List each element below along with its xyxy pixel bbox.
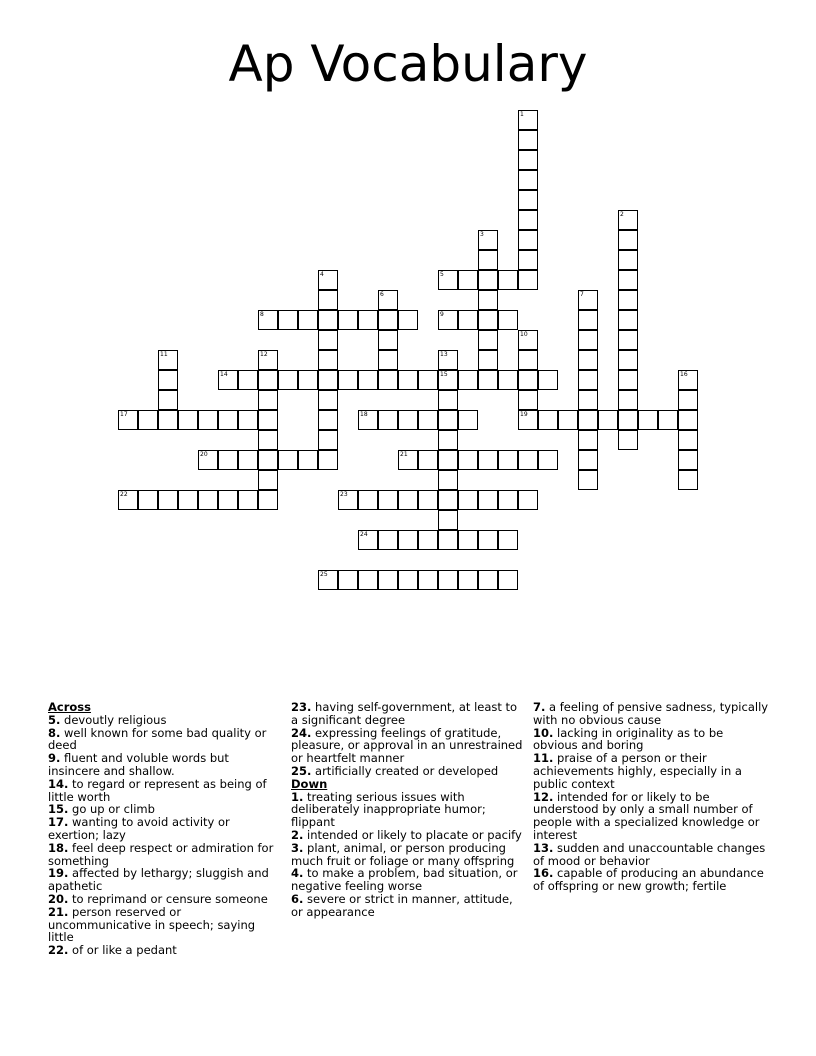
clue-text: person reserved or uncommunicative in speech; saying little <box>48 904 256 945</box>
cell-number: 11 <box>160 351 168 358</box>
grid-cell[interactable] <box>478 270 498 290</box>
grid-cell[interactable] <box>478 250 498 270</box>
clue <box>533 791 769 842</box>
grid-cell[interactable] <box>658 410 678 430</box>
grid-cell[interactable] <box>498 270 518 290</box>
clue-text: sudden and unaccountable changes of mood or behavior <box>533 840 766 868</box>
clue-number: 1. <box>291 789 304 804</box>
grid-cell[interactable] <box>518 390 538 410</box>
clue-number: 12. <box>533 789 554 804</box>
grid-cell[interactable] <box>378 410 398 430</box>
clue-number: 25. <box>291 763 312 778</box>
grid-cell[interactable] <box>578 450 598 470</box>
clue-number: 18. <box>48 840 69 855</box>
clue <box>48 906 284 944</box>
grid-cell[interactable] <box>478 530 498 550</box>
grid-cell[interactable] <box>298 450 318 470</box>
grid-cell[interactable] <box>598 410 618 430</box>
grid-cell[interactable] <box>238 450 258 470</box>
grid-cell[interactable] <box>358 410 378 430</box>
grid-cell[interactable] <box>418 570 438 590</box>
cell-number: 14 <box>220 371 228 378</box>
grid-cell[interactable] <box>478 370 498 390</box>
grid-cell[interactable] <box>198 490 218 510</box>
grid-cell[interactable] <box>458 370 478 390</box>
grid-cell[interactable] <box>618 330 638 350</box>
clue <box>48 778 284 804</box>
grid-cell[interactable] <box>518 250 538 270</box>
grid-cell[interactable] <box>458 530 478 550</box>
grid-cell[interactable] <box>418 530 438 550</box>
grid-cell[interactable] <box>578 430 598 450</box>
clue-number: 15. <box>48 802 69 817</box>
grid-cell[interactable] <box>618 350 638 370</box>
grid-cell[interactable] <box>458 570 478 590</box>
clue <box>48 842 284 868</box>
grid-cell[interactable] <box>418 370 438 390</box>
clue <box>291 867 527 893</box>
grid-cell[interactable] <box>318 390 338 410</box>
grid-cell[interactable] <box>358 530 378 550</box>
grid-cell[interactable] <box>158 350 178 370</box>
grid-cell[interactable] <box>258 310 278 330</box>
grid-cell[interactable] <box>478 350 498 370</box>
clue-text: intended for or likely to be understood by only a small number of people with a specialized knowledge or interest <box>533 789 760 842</box>
grid-cell[interactable] <box>258 450 278 470</box>
grid-cell[interactable] <box>218 370 238 390</box>
grid-cell[interactable] <box>298 370 318 390</box>
grid-cell[interactable] <box>578 350 598 370</box>
clue-number: 23. <box>291 700 312 714</box>
grid-cell[interactable] <box>538 370 558 390</box>
cell-number: 15 <box>440 371 448 378</box>
grid-cell[interactable] <box>398 490 418 510</box>
clue-text: expressing feelings of gratitude, pleasure, or approval in an unrestrained or heartfelt manner <box>291 725 523 766</box>
grid-cell[interactable] <box>338 370 358 390</box>
grid-cell[interactable] <box>478 290 498 310</box>
grid-cell[interactable] <box>378 330 398 350</box>
grid-cell[interactable] <box>318 270 338 290</box>
grid-cell[interactable] <box>158 490 178 510</box>
grid-cell[interactable] <box>618 410 638 430</box>
clue-text: well known for some bad quality or deed <box>48 725 267 753</box>
clue <box>291 842 527 868</box>
grid-cell[interactable] <box>398 530 418 550</box>
grid-cell[interactable] <box>478 310 498 330</box>
cell-number: 9 <box>440 311 444 318</box>
grid-cell[interactable] <box>318 310 338 330</box>
cell-number: 4 <box>320 271 324 278</box>
grid-cell[interactable] <box>398 570 418 590</box>
clue-number: 19. <box>48 866 69 881</box>
grid-cell[interactable] <box>378 490 398 510</box>
clue <box>48 752 284 778</box>
grid-cell[interactable] <box>338 310 358 330</box>
grid-cell[interactable] <box>418 450 438 470</box>
cell-number: 19 <box>520 411 528 418</box>
clue-number: 11. <box>533 751 554 766</box>
cell-number: 22 <box>120 491 128 498</box>
clue-text: treating serious issues with deliberately inappropriate humor; flippant <box>291 789 486 830</box>
grid-cell[interactable] <box>498 310 518 330</box>
grid-cell[interactable] <box>198 410 218 430</box>
grid-cell[interactable] <box>438 530 458 550</box>
grid-cell[interactable] <box>438 390 458 410</box>
grid-cell[interactable] <box>578 330 598 350</box>
clue-column-3 <box>533 701 769 893</box>
grid-cell[interactable] <box>318 350 338 370</box>
clue-number: 20. <box>48 891 69 906</box>
clue-text: severe or strict in manner, attitude, or appearance <box>291 891 513 919</box>
grid-cell[interactable] <box>238 410 258 430</box>
grid-cell[interactable] <box>478 450 498 470</box>
grid-cell[interactable] <box>398 410 418 430</box>
grid-cell[interactable] <box>358 490 378 510</box>
grid-cell[interactable] <box>258 430 278 450</box>
clue-number: 22. <box>48 943 69 958</box>
grid-cell[interactable] <box>578 290 598 310</box>
grid-cell[interactable] <box>358 310 378 330</box>
across-heading: Across <box>48 700 91 714</box>
grid-cell[interactable] <box>218 450 238 470</box>
grid-cell[interactable] <box>518 370 538 390</box>
grid-cell[interactable] <box>678 390 698 410</box>
cell-number: 6 <box>380 291 384 298</box>
grid-cell[interactable] <box>378 370 398 390</box>
clue <box>48 944 284 957</box>
grid-cell[interactable] <box>258 490 278 510</box>
grid-cell[interactable] <box>378 530 398 550</box>
grid-cell[interactable] <box>518 210 538 230</box>
cell-number: 8 <box>260 311 264 318</box>
cell-number: 5 <box>440 271 444 278</box>
grid-cell[interactable] <box>618 370 638 390</box>
cell-number: 21 <box>400 451 408 458</box>
grid-cell[interactable] <box>518 450 538 470</box>
cell-number: 2 <box>620 211 624 218</box>
grid-cell[interactable] <box>518 130 538 150</box>
clue-number: 6. <box>291 891 304 906</box>
grid-cell[interactable] <box>578 470 598 490</box>
grid-cell[interactable] <box>498 530 518 550</box>
grid-cell[interactable] <box>458 490 478 510</box>
grid-cell[interactable] <box>578 310 598 330</box>
grid-cell[interactable] <box>438 310 458 330</box>
grid-cell[interactable] <box>618 430 638 450</box>
grid-cell[interactable] <box>238 370 258 390</box>
cell-number: 25 <box>320 571 328 578</box>
grid-cell[interactable] <box>438 410 458 430</box>
grid-cell[interactable] <box>278 370 298 390</box>
clue <box>533 867 769 893</box>
clue-text: affected by lethargy; sluggish and apathetic <box>48 866 269 894</box>
grid-cell[interactable] <box>258 410 278 430</box>
grid-cell[interactable] <box>218 410 238 430</box>
clue-column-2 <box>291 701 527 919</box>
cell-number: 16 <box>680 371 688 378</box>
grid-cell[interactable] <box>398 370 418 390</box>
grid-cell[interactable] <box>138 410 158 430</box>
grid-cell[interactable] <box>278 310 298 330</box>
grid-cell[interactable] <box>438 430 458 450</box>
clue <box>291 893 527 919</box>
clue-number: 7. <box>533 700 546 714</box>
cell-number: 1 <box>520 111 524 118</box>
grid-cell[interactable] <box>138 490 158 510</box>
cell-number: 23 <box>340 491 348 498</box>
grid-cell[interactable] <box>318 570 338 590</box>
grid-cell[interactable] <box>118 410 138 430</box>
clue-text: capable of producing an abundance of offspring or new growth; fertile <box>533 866 764 894</box>
grid-cell[interactable] <box>618 290 638 310</box>
grid-cell[interactable] <box>618 310 638 330</box>
clue-number: 16. <box>533 866 554 881</box>
grid-cell[interactable] <box>338 490 358 510</box>
clue-number: 24. <box>291 725 312 740</box>
clue-text: devoutly religious <box>60 712 167 727</box>
cell-number: 10 <box>520 331 528 338</box>
grid-cell[interactable] <box>678 450 698 470</box>
clue-text: artificially created or developed <box>311 763 499 778</box>
grid-cell[interactable] <box>518 350 538 370</box>
clue-text: having self-government, at least to a significant degree <box>291 700 518 727</box>
grid-cell[interactable] <box>238 490 258 510</box>
grid-cell[interactable] <box>518 110 538 130</box>
clue-number: 21. <box>48 904 69 919</box>
grid-cell[interactable] <box>518 230 538 250</box>
grid-cell[interactable] <box>218 490 238 510</box>
clue-text: go up or climb <box>68 802 155 817</box>
grid-cell[interactable] <box>518 490 538 510</box>
grid-cell[interactable] <box>258 370 278 390</box>
grid-cell[interactable] <box>358 570 378 590</box>
clue <box>291 727 527 765</box>
grid-cell[interactable] <box>318 290 338 310</box>
grid-cell[interactable] <box>338 570 358 590</box>
grid-cell[interactable] <box>618 390 638 410</box>
grid-cell[interactable] <box>258 350 278 370</box>
clue-text: praise of a person or their achievements highly, especially in a public context <box>533 751 742 791</box>
grid-cell[interactable] <box>398 450 418 470</box>
grid-cell[interactable] <box>678 370 698 390</box>
grid-cell[interactable] <box>438 270 458 290</box>
clue <box>533 701 769 727</box>
grid-cell[interactable] <box>178 410 198 430</box>
clue-text: plant, animal, or person producing much fruit or foliage or many offspring <box>291 840 515 868</box>
grid-cell[interactable] <box>618 230 638 250</box>
cell-number: 7 <box>580 291 584 298</box>
clue <box>533 752 769 790</box>
clue-text: wanting to avoid activity or exertion; lazy <box>48 815 230 842</box>
grid-cell[interactable] <box>558 410 578 430</box>
clue-text: to make a problem, bad situation, or negative feeling worse <box>291 866 518 894</box>
down-heading: Down <box>291 776 328 791</box>
clue-number: 5. <box>48 712 61 727</box>
grid-cell[interactable] <box>578 390 598 410</box>
grid-cell[interactable] <box>418 490 438 510</box>
grid-cell[interactable] <box>678 470 698 490</box>
cell-number: 18 <box>360 411 368 418</box>
grid-cell[interactable] <box>278 450 298 470</box>
clue <box>48 816 284 842</box>
cell-number: 3 <box>480 231 484 238</box>
grid-cell[interactable] <box>678 430 698 450</box>
clue-text: a feeling of pensive sadness, typically with no obvious cause <box>533 700 769 727</box>
clue-number: 4. <box>291 866 304 881</box>
grid-cell[interactable] <box>438 450 458 470</box>
grid-cell[interactable] <box>158 370 178 390</box>
grid-cell[interactable] <box>518 190 538 210</box>
grid-cell[interactable] <box>438 370 458 390</box>
grid-cell[interactable] <box>478 230 498 250</box>
clue <box>291 701 527 727</box>
clue-number: 8. <box>48 725 61 740</box>
grid-cell[interactable] <box>438 350 458 370</box>
grid-cell[interactable] <box>538 410 558 430</box>
grid-cell[interactable] <box>518 330 538 350</box>
grid-cell[interactable] <box>498 450 518 470</box>
clue <box>48 727 284 753</box>
cell-number: 12 <box>260 351 268 358</box>
clue-number: 10. <box>533 725 554 740</box>
grid-cell[interactable] <box>438 490 458 510</box>
cell-number: 13 <box>440 351 448 358</box>
grid-cell[interactable] <box>518 270 538 290</box>
grid-cell[interactable] <box>258 470 278 490</box>
clue-text: to reprimand or censure someone <box>68 891 268 906</box>
grid-cell[interactable] <box>578 370 598 390</box>
grid-cell[interactable] <box>378 310 398 330</box>
grid-cell[interactable] <box>618 210 638 230</box>
clue <box>291 791 527 829</box>
grid-cell[interactable] <box>458 410 478 430</box>
grid-cell[interactable] <box>318 370 338 390</box>
grid-cell[interactable] <box>318 410 338 430</box>
grid-cell[interactable] <box>618 270 638 290</box>
grid-cell[interactable] <box>518 410 538 430</box>
grid-cell[interactable] <box>618 250 638 270</box>
cell-number: 17 <box>120 411 128 418</box>
grid-cell[interactable] <box>298 310 318 330</box>
clue <box>291 765 527 778</box>
grid-cell[interactable] <box>378 350 398 370</box>
grid-cell[interactable] <box>438 570 458 590</box>
clue-number: 13. <box>533 840 554 855</box>
grid-cell[interactable] <box>458 310 478 330</box>
grid-cell[interactable] <box>478 570 498 590</box>
clue-number: 14. <box>48 776 69 791</box>
clue-text: to regard or represent as being of little worth <box>48 776 267 804</box>
grid-cell[interactable] <box>518 170 538 190</box>
grid-cell[interactable] <box>178 490 198 510</box>
clue-text: lacking in originality as to be obvious and boring <box>533 725 724 753</box>
clue-text: intended or likely to placate or pacify <box>303 827 522 842</box>
clue <box>533 727 769 753</box>
grid-cell[interactable] <box>318 450 338 470</box>
grid-cell[interactable] <box>358 370 378 390</box>
clue <box>48 867 284 893</box>
clue <box>533 842 769 868</box>
grid-cell[interactable] <box>378 290 398 310</box>
grid-cell[interactable] <box>318 330 338 350</box>
grid-cell[interactable] <box>418 410 438 430</box>
clue-text: of or like a pedant <box>68 943 177 958</box>
grid-cell[interactable] <box>158 410 178 430</box>
clue-text: feel deep respect or admiration for something <box>48 840 274 868</box>
clue-column-1 <box>48 701 284 957</box>
grid-cell[interactable] <box>498 490 518 510</box>
grid-cell[interactable] <box>458 270 478 290</box>
cell-number: 20 <box>200 451 208 458</box>
cell-number: 24 <box>360 531 368 538</box>
grid-cell[interactable] <box>198 450 218 470</box>
grid-cell[interactable] <box>498 370 518 390</box>
grid-cell[interactable] <box>458 450 478 470</box>
grid-cell[interactable] <box>578 410 598 430</box>
grid-cell[interactable] <box>498 570 518 590</box>
grid-cell[interactable] <box>538 450 558 470</box>
grid-cell[interactable] <box>438 510 458 530</box>
grid-cell[interactable] <box>518 150 538 170</box>
grid-cell[interactable] <box>378 570 398 590</box>
grid-cell[interactable] <box>258 390 278 410</box>
grid-cell[interactable] <box>678 410 698 430</box>
puzzle-title: Ap Vocabulary <box>228 35 588 93</box>
grid-cell[interactable] <box>478 490 498 510</box>
grid-cell[interactable] <box>478 330 498 350</box>
clue-text: fluent and voluble words but insincere and shallow. <box>48 751 229 778</box>
grid-cell[interactable] <box>158 390 178 410</box>
clue-number: 3. <box>291 840 304 855</box>
grid-cell[interactable] <box>638 410 658 430</box>
grid-cell[interactable] <box>118 490 138 510</box>
grid-cell[interactable] <box>438 470 458 490</box>
clue-number: 17. <box>48 815 69 830</box>
grid-cell[interactable] <box>398 310 418 330</box>
clue-number: 2. <box>291 827 304 842</box>
grid-cell[interactable] <box>318 430 338 450</box>
clue-number: 9. <box>48 751 61 766</box>
